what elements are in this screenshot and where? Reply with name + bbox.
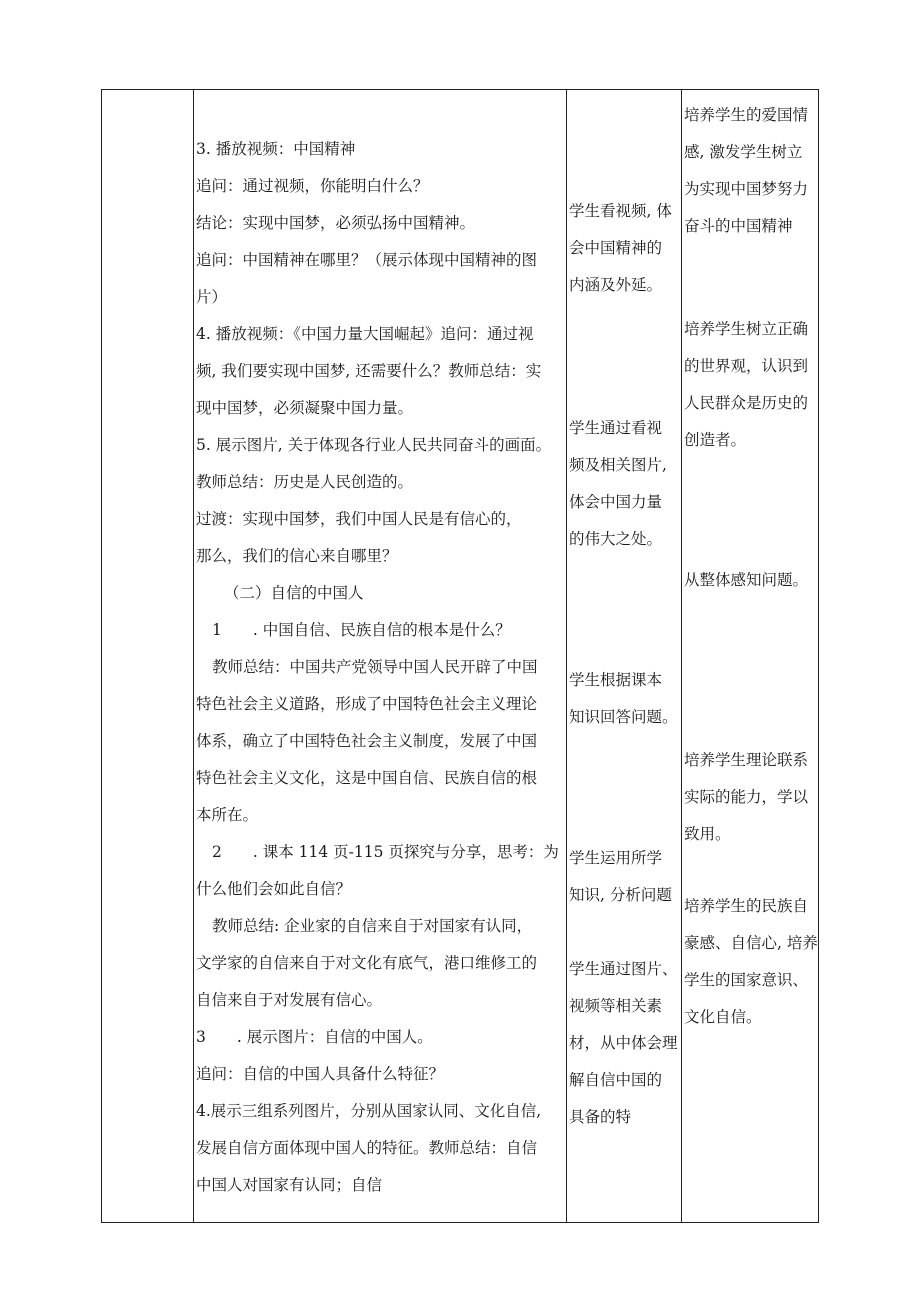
student-activity-line: 的伟大之处。 <box>569 530 663 548</box>
activity-line: 1 . 中国自信、民族自信的根本是什么？ <box>212 621 511 639</box>
design-intent-line: 文化自信。 <box>684 1008 762 1026</box>
activity-line: 发展自信方面体现中国人的特征。教师总结：自信 <box>196 1139 538 1157</box>
student-activity-line: 学生通过看视 <box>569 419 663 437</box>
activity-line: 教师总结：历史是人民创造的。 <box>196 473 414 491</box>
student-activity-line: 知识, 分析问题 <box>569 886 672 904</box>
stage-cell <box>102 90 193 1222</box>
student-activity-line: 体会中国力量 <box>569 493 663 511</box>
activity-line: 中国人对国家有认同；自信 <box>196 1176 383 1194</box>
student-activity-line: 会中国精神的 <box>569 239 663 257</box>
activity-line: 4.展示三组系列图片，分别从国家认同、文化自信, <box>196 1102 542 1120</box>
student-activity-line: 学生根据课本 <box>569 671 663 689</box>
student-activity-line: 学生通过图片、 <box>569 960 678 978</box>
design-intent-cell <box>682 90 819 1222</box>
design-intent-line: 创造者。 <box>684 431 747 449</box>
design-intent-line: 致用。 <box>684 825 731 843</box>
design-intent-line: 培养学生的爱国情 <box>684 106 809 124</box>
design-intent-line: 培养学生树立正确 <box>684 320 809 338</box>
student-activity-line: 具备的特 <box>569 1108 632 1126</box>
activity-line: 追问：中国精神在哪里？（展示体现中国精神的图 <box>196 251 538 269</box>
design-intent-line: 培养学生理论联系 <box>684 751 809 769</box>
activity-line: 追问：通过视频，你能明白什么？ <box>196 177 429 195</box>
teaching-activities-cell <box>194 90 566 1222</box>
activity-line: 体系，确立了中国特色社会主义制度，发展了中国 <box>196 732 538 750</box>
activity-line: 特色社会主义道路，形成了中国特色社会主义理论 <box>196 695 538 713</box>
design-intent-line: 为实现中国梦努力 <box>684 180 809 198</box>
activity-line: 3 . 展示图片：自信的中国人。 <box>196 1028 433 1046</box>
activity-line: 文学家的自信来自于对文化有底气，港口维修工的 <box>196 954 538 972</box>
student-activity-line: 学生运用所学 <box>569 849 663 867</box>
activity-line: 本所在。 <box>196 806 259 824</box>
design-intent-line: 的世界观，认识到 <box>684 357 809 375</box>
design-intent-line: 豪感、自信心, 培养 <box>684 934 818 952</box>
student-activity-line: 内涵及外延。 <box>569 276 663 294</box>
design-intent-line: 奋斗的中国精神 <box>684 217 793 235</box>
activity-line: 过渡：实现中国梦，我们中国人民是有信心的， <box>196 510 522 528</box>
design-intent-line: 从整体感知问题。 <box>684 571 809 589</box>
student-activity-line: 知识回答问题。 <box>569 708 678 726</box>
activity-line: 片） <box>196 288 228 306</box>
activity-line: 自信来自于对发展有信心。 <box>196 991 383 1009</box>
student-activity-line: 解自信中国的 <box>569 1071 663 1089</box>
activity-line: 3. 播放视频：中国精神 <box>196 140 356 158</box>
student-activity-line: 视频等相关素 <box>569 997 663 1015</box>
activity-line: 现中国梦，必须凝聚中国力量。 <box>196 399 414 417</box>
lesson-plan-table <box>101 89 819 1223</box>
student-activity-line: 频及相关图片, <box>569 456 667 474</box>
design-intent-line: 感, 激发学生树立 <box>684 143 803 161</box>
student-activity-line: 学生看视频, 体 <box>569 202 672 220</box>
student-activity-line: 材，从中体会理 <box>569 1034 678 1052</box>
design-intent-line: 学生的国家意识、 <box>684 971 809 989</box>
student-activities-cell <box>567 90 681 1222</box>
activity-line: 4. 播放视频：《中国力量大国崛起》追问：通过视 <box>196 325 534 343</box>
design-intent-line: 人民群众是历史的 <box>684 394 809 412</box>
design-intent-line: 实际的能力，学以 <box>684 788 809 806</box>
activity-line: 什么他们会如此自信？ <box>196 880 352 898</box>
activity-line: 特色社会主义文化，这是中国自信、民族自信的根 <box>196 769 538 787</box>
activity-line: 结论：实现中国梦，必须弘扬中国精神。 <box>196 214 476 232</box>
activity-line: 2 . 课本 114 页-115 页探究与分享，思考：为 <box>212 843 559 861</box>
design-intent-line: 培养学生的民族自 <box>684 897 809 915</box>
activity-line: 教师总结：中国共产党领导中国人民开辟了中国 <box>212 658 538 676</box>
activity-line: 教师总结: 企业家的自信来自于对国家有认同， <box>212 917 533 935</box>
activity-line: 5. 展示图片, 关于体现各行业人民共同奋斗的画面。 <box>196 436 552 454</box>
activity-line: 频, 我们要实现中国梦, 还需要什么？教师总结：实 <box>196 362 542 380</box>
activity-line: 追问：自信的中国人具备什么特征？ <box>196 1065 445 1083</box>
activity-line: （二）自信的中国人 <box>224 584 364 602</box>
activity-line: 那么，我们的信心来自哪里？ <box>196 547 398 565</box>
